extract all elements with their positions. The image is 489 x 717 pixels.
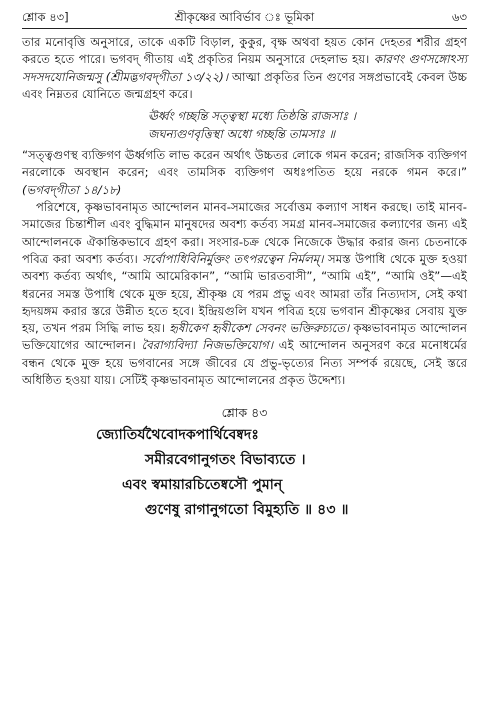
verse-line-2: জঘন্যগুণবৃত্তিস্থা অধো গচ্ছন্তি তামসাঃ ॥ <box>148 127 336 142</box>
shloka-line-2: সমীরবেগানুগতং বিভাব্যতে । <box>145 452 306 469</box>
paragraph-1-reference: (শ্রীমদ্ভগবদ্‌গীতা ১৩/২২)। <box>101 69 229 84</box>
paragraph-3-text-a: পরিশেষে, কৃষ্ণভাবনামৃত আন্দোলন মানব-সমাজের সর্বোত্তম কল্যাণ সাধন করছে। তাই মানব-সমাজের চিন্তাশীল এবং বুদ্ধিমান মানুষদের অবশ্য কর্তব্য সমগ্র মানব-সমাজের কল্যাণের জন্য এই আন্দোলনকে ঐকান্তিকভাবে গ্রহণ করা। সংসার-চক্র থেকে নিজেকে উদ্ধার করার জন্য চেতনাকে পবিত্র করা অবশ্য কর্তব্য। <box>22 200 467 266</box>
paragraph-1 <box>22 34 467 103</box>
paragraph-3-text-b: সমস্ত উপাধি থেকে মুক্ত হওয়া অবশ্য কর্তব্য অর্থাৎ, “আমি আমেরিকান”, “আমি ভারতবাসী”, “আমি এই”, “আমি ওই”—এই ধরনের সমস্ত উপাধি থেকে মুক্ত হয়ে, শ্রীকৃষ্ণ যে পরম প্রভু এবং আমরা তাঁর নিত্যদাস, সেই কথা হৃদয়ঙ্গম করার স্তরে উন্নীত হতে হবে। ইন্দ্রিয়গুলি যখন পবিত্র হয়ে ভগবান শ্রীকৃষ্ণের সেবায় যুক্ত হয়, তখন পরম সিদ্ধি লাভ হয়। <box>22 251 467 336</box>
verse-line-1: ঊর্ধ্বং গচ্ছন্তি সত্ত্বস্থা মধ্যে তিষ্ঠন্তি রাজসাঃ । <box>148 109 357 124</box>
paragraph-3-text-c: কৃষ্ণভাবনামৃত আন্দোলন ভক্তিযোগের আন্দোলন। <box>22 321 467 353</box>
paragraph-3-quote-3: বৈরাগ্যবিদ্যা নিজভক্তিযোগ। <box>141 338 274 353</box>
header-page-number: ৬৩ <box>452 10 467 24</box>
paragraph-3-text-d: এই আন্দোলন অনুসরণ করে মনোধর্মের বন্ধন থেকে মুক্ত হয়ে ভগবানের সঙ্গে জীবের যে প্রভু-ভৃত্যের নিত্য সম্পর্ক রয়েছে, সেই স্তরে অধিষ্ঠিত হওয়া যায়। সেটিই কৃষ্ণভাবনামৃত আন্দোলনের প্রকৃত উদ্দেশ্য। <box>22 338 467 388</box>
paragraph-3-quote-2: হৃষীকেণ হৃষীকেশ সেবনং ভক্তিরুচ্যতে। <box>169 321 350 336</box>
shloka-line-4: গুণেষু রাগানুগতো বিমুহ্যতি ॥ ৪৩ ॥ <box>145 502 349 519</box>
header-chapter-title: শ্রীকৃষ্ণের আবির্ভাব ঃ ভূমিকা <box>174 10 315 24</box>
page-body <box>22 34 467 523</box>
paragraph-3 <box>22 199 467 389</box>
paragraph-1-text-a: তার মনোবৃত্তি অনুসারে, তাকে একটি বিড়াল, কুকুর, বৃক্ষ অথবা হয়ত কোন দেহতর শরীর গ্রহণ করতে হতে পারে। ভগবদ্ গীতায় এই প্রকৃতির নিয়ম অনুসারে দেহলাভ হয়। <box>22 35 467 67</box>
sanskrit-verse <box>22 107 467 143</box>
paragraph-2-reference: (ভগবদ্‌গীতা ১৪/১৮) <box>22 182 122 197</box>
paragraph-2 <box>22 147 467 199</box>
paragraph-3-quote-1: সর্বোপাধিবিনির্মুক্তং তৎপরত্বেন নির্মলম্। <box>142 251 324 266</box>
shloka-line-1: জ্যোতির্যথৈবোদকপার্থিবেষ্বদঃ <box>96 427 259 444</box>
paragraph-2-text: “সত্ত্বগুণস্থ ব্যক্তিগণ ঊর্ধ্বগতি লাভ করেন অর্থাৎ উচ্চতর লোকে গমন করেন; রাজসিক ব্যক্তিগণ নরলোকে অবস্থান করেন; এবং তামসিক ব্যক্তিগণ অধঃপতিত হয়ে নরকে গমন করে।” <box>22 148 467 180</box>
header-rule <box>22 28 467 29</box>
paragraph-1-quote: কারণং গুণসঙ্গোঽস্য সদসদযোনিজন্মসু <box>22 52 467 84</box>
page-header <box>22 8 467 28</box>
header-verse-ref: শ্লোক ৪৩] <box>22 10 69 24</box>
shloka-verse <box>22 423 467 523</box>
shloka-title: শ্লোক ৪৩ <box>221 405 268 421</box>
shloka-line-3: এবং স্বমায়ারচিতেষ্বসৌ পুমান্ <box>122 477 283 494</box>
paragraph-1-text-b: আত্মা প্রকৃতির তিন গুণের সঙ্গপ্রভাবেই কেবল উচ্চ এবং নিম্নতর যোনিতে জন্মগ্রহণ করে। <box>22 69 468 101</box>
